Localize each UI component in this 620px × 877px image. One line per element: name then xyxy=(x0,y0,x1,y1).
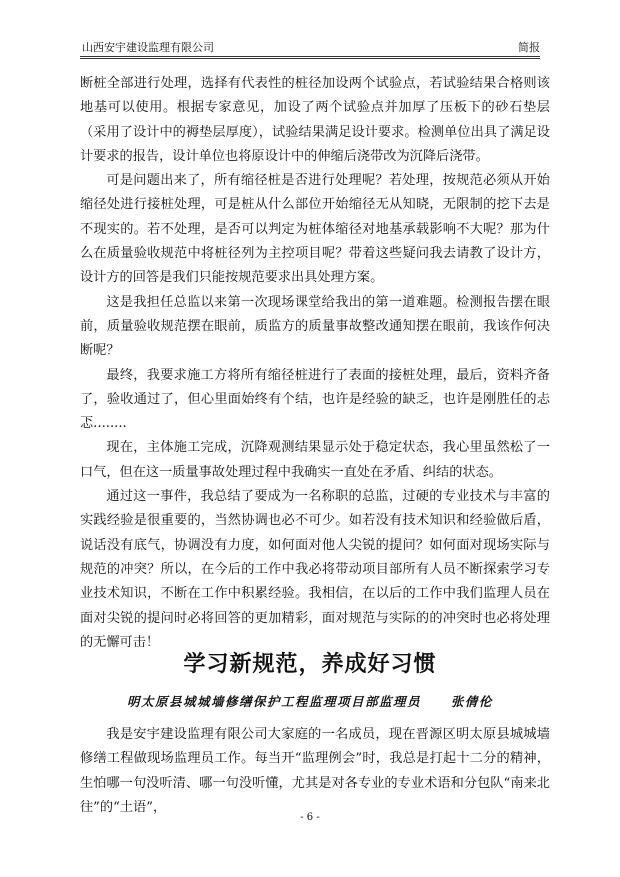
byline-org: 明太原县城城墙修缮保护工程监理项目部监理员 xyxy=(127,694,422,709)
page-header xyxy=(82,39,540,55)
header-doc-type: 简报 xyxy=(518,41,540,54)
paragraph: 最终，我要求施工方将所有缩径桩进行了表面的接桩处理，最后，资料齐备了，验收通过了，但心里面始终有个结，也许是经验的缺乏，也许是刚胜任的忐忑........ xyxy=(80,367,550,432)
paragraph: 可是问题出来了，所有缩径桩是否进行处理呢？若处理，按规范必须从开始缩径处进行接桩处理，可是桩从什么部位开始缩径无从知晓，无限制的挖下去是不现实的。若不处理，是否可以判定为桩体缩径对地基承载影响不大呢？那为什么在质量验收规范中将桩径列为主控项目呢？带着这些疑问我去请教了设计方，设计方的回答是我们只能按规范要求出具处理方案。 xyxy=(80,173,550,286)
paragraph: 我是安宇建设监理有限公司大家庭的一名成员，现在晋源区明太原县城城墙修缮工程做现场监理员工作。每当开“监理例会”时，我总是打起十二分的精神，生怕哪一句没听清、哪一句没听懂，尤其是对各专业的专业术语和分包队“南来北往”的“土语”， xyxy=(80,727,550,815)
paragraph: 现在，主体施工完成，沉降观测结果显示处于稳定状态，我心里虽然松了一口气，但在这一质量事故处理过程中我确实一直处在矛盾、纠结的状态。 xyxy=(80,440,550,480)
section-body xyxy=(80,723,550,820)
header-company: 山西安宇建设监理有限公司 xyxy=(82,41,214,54)
section-title: 学习新规范，养成好习惯 xyxy=(183,652,437,677)
paragraph: 通过这一事件，我总结了要成为一名称职的总监，过硬的专业技术与丰富的实践经验是很重要的，当然协调也必不可少。如若没有技术知识和经验做后盾，说话没有底气，协调没有力度，如何面对他人尖锐的提问？如何面对现场实际与规范的冲突？所以，在今后的工作中我必将带动项目部所有人员不断探索学习专业技术知识，不断在工作中积累经验。我相信，在以后的工作中我们监理人员在面对尖锐的提问时必将回答的更加精彩，面对规范与实际的的冲突时也必将处理的无懈可击！ xyxy=(80,489,550,650)
header-rule xyxy=(80,56,540,59)
paragraph: 这是我担任总监以来第一次现场课堂给我出的第一道难题。检测报告摆在眼前，质量验收规范摆在眼前，质监方的质量事故整改通知摆在眼前，我该作何决断呢？ xyxy=(80,294,550,359)
byline-name: 张倩伦 xyxy=(450,694,493,709)
paragraph: 断桩全部进行处理，选择有代表性的桩径加设两个试验点，若试验结果合格则该地基可以使用。根据专家意见，加设了两个试验点并加厚了压板下的砂石垫层（采用了设计中的褥垫层厚度），试验结果满足设计要求。检测单位出具了满足设计要求的报告，设计单位也将原设计中的伸缩后浇带改为沉降后浇带。 xyxy=(80,76,550,164)
page-number: - 6 - xyxy=(300,812,320,823)
byline xyxy=(0,692,620,710)
article-body xyxy=(80,72,550,655)
